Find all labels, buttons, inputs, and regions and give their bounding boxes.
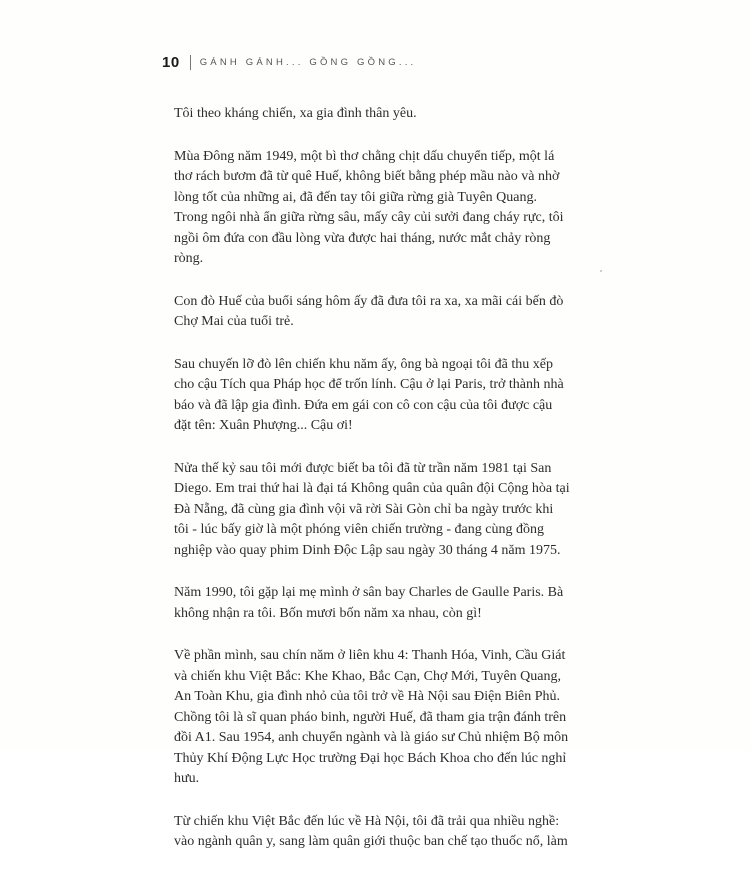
paragraph: Tôi theo kháng chiến, xa gia đình thân yêu. bbox=[174, 106, 417, 121]
header-divider bbox=[190, 55, 191, 70]
running-title: GÁNH GÁNH... GỒNG GỒNG... bbox=[199, 56, 417, 68]
paragraph: Mùa Đông năm 1949, một bì thơ chằng chịt dấu chuyển tiếp, một lá thơ rách bươm đã từ quê Huế, không biết bằng phép mầu nào và nhờ lòng tốt của những ai, đã đến tay tôi giữa rừng già Tuyên Quang. Trong ngôi nhà ẩn giữa rừng sâu, mấy cây củi sưởi đang cháy rực, tôi ngồi ôm đứa con đầu lòng vừa được hai tháng, nước mắt chảy ròng ròng. bbox=[174, 148, 564, 266]
paragraph: Năm 1990, tôi gặp lại mẹ mình ở sân bay Charles de Gaulle Paris. Bà không nhận ra tôi. Bốn mươi bốn năm xa nhau, còn gì! bbox=[174, 585, 564, 621]
paper-speck bbox=[600, 270, 602, 272]
paragraph: Về phần mình, sau chín năm ở liên khu 4: Thanh Hóa, Vinh, Cầu Giát và chiến khu Việt Bắc: Khe Khao, Bắc Cạn, Chợ Mới, Tuyên Quang, An Toàn Khu, gia đình nhỏ của tôi trở về Hà Nội sau Điện Biên Phủ. Chồng tôi là sĩ quan pháo binh, người Huế, đã tham gia trận đánh trên đồi A1. Sau 1954, anh chuyển ngành và là giáo sư Chủ nhiệm Bộ môn Thủy Khí Động Lực Học trường Đại học Bách Khoa cho đến lúc nghỉ hưu. bbox=[174, 648, 569, 786]
page-number: 10 bbox=[162, 53, 180, 71]
body-text bbox=[174, 104, 570, 875]
page-header bbox=[162, 52, 416, 72]
paragraph: Từ chiến khu Việt Bắc đến lúc về Hà Nội, tôi đã trải qua nhiều nghề: vào ngành quân y, sang làm quân giới thuộc ban chế tạo thuốc nổ, làm bbox=[174, 813, 568, 849]
paragraph: Sau chuyến lỡ đò lên chiến khu năm ấy, ông bà ngoại tôi đã thu xếp cho cậu Tích qua Pháp học để trốn lính. Cậu ở lại Paris, trở thành nhà báo và đã lập gia đình. Đứa em gái con cô con cậu của tôi được cậu đặt tên: Xuân Phượng... Cậu ơi! bbox=[174, 356, 564, 433]
paragraph: Nửa thế kỷ sau tôi mới được biết ba tôi đã từ trần năm 1981 tại San Diego. Em trai thứ hai là đại tá Không quân của quân đội Cộng hòa tại Đà Nẵng, đã cùng gia đình vội vã rời Sài Gòn chỉ ba ngày trước khi tôi - lúc bấy giờ là một phóng viên chiến trường - đang cùng đồng nghiệp vào quay phim Dinh Độc Lập sau ngày 30 tháng 4 năm 1975. bbox=[174, 460, 570, 558]
paragraph: Con đò Huế của buổi sáng hôm ấy đã đưa tôi ra xa, xa mãi cái bến đò Chợ Mai của tuổi trẻ. bbox=[174, 293, 564, 329]
